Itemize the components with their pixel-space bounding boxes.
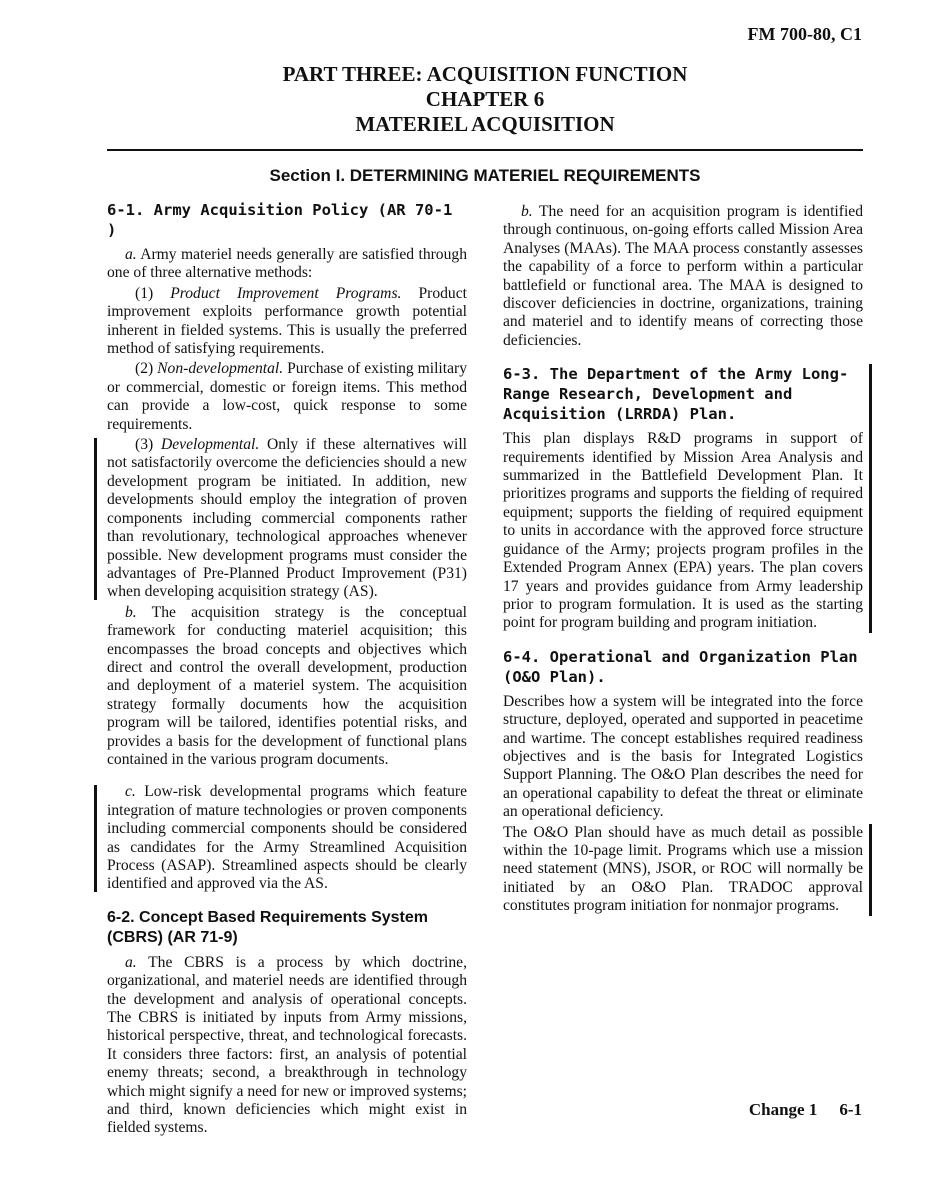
- document-id: FM 700-80, C1: [747, 24, 862, 44]
- para-6-3: This plan displays R&D programs in support of requirements identified by Mission Area Analysis and summarized in the Battlefield Development Plan. It prioritizes programs and supports the fielding of required equipment; supports the fielding of required equipment to units in accordance with the approved force structure guidance of the Army; projects program profiles in the Extended Program Annex (EPA) years. The plan covers 17 years and provides guidance from Army leadership prior to program formulation. It is used as the starting point for program building and program initiation.: [503, 430, 863, 632]
- heading-6-4: 6-4. Operational and Organization Plan (O&O Plan).: [503, 647, 858, 686]
- para-text: Purchase of existing military or commercial, domestic or foreign items. This method can provide a low-cost, quick response to some requirements.: [107, 360, 467, 433]
- part-title: PART THREE: ACQUISITION FUNCTION: [282, 62, 688, 86]
- para-text: Product improvement exploits performance growth potential inherent in fielded systems. This is usually the preferred method of satisfying requirements.: [107, 284, 467, 358]
- para-6-1-a-1: [107, 285, 467, 359]
- right-column-content: [503, 203, 863, 918]
- changed-block-3: [503, 364, 863, 632]
- para-6-4-2: The O&O Plan should have as much detail as possible within the 10-page limit. Programs which use a mission need statement (MNS), JSOR, or ROC will normally be initiated by an O&O Plan. TRADOC approval constitutes program initiation for nonmajor programs.: [503, 823, 863, 915]
- page-footer: [749, 1100, 862, 1120]
- para-number: (1): [135, 284, 171, 302]
- para-number: (3): [135, 436, 161, 454]
- chapter-title: MATERIEL ACQUISITION: [355, 112, 615, 136]
- chapter-number: CHAPTER 6: [425, 87, 545, 111]
- marker: a.: [125, 953, 137, 971]
- para-text: The CBRS is a process by which doctrine, organizational, and materiel needs are identified through the development and analysis of operational concepts. The CBRS is initiated by inputs from Army missions, historical perspective, threat, and technological forecasts. It considers three factors: first, an analysis of potential enemy threats; second, a breakthrough in technology which might signify a need for new or improved systems; and third, known deficiencies which might exist in fielded systems.: [107, 953, 467, 1137]
- para-title: Product Improvement Programs.: [170, 284, 402, 302]
- para-title: Non-developmental.: [157, 360, 284, 378]
- para-text: Only if these alternatives will not satisfactorily overcome the deficiencies should a new development program be initiated. In addition, new developments should employ the integration of proven components including commercial components rather than revolutionary, technological approaches whenever possible. New development programs must consider the advantages of Pre-Planned Product Improvement (P31) when developing acquisition strategy (AS).: [107, 436, 468, 601]
- changed-block-2: [107, 783, 467, 893]
- change-bar: [94, 785, 97, 891]
- change-bar: [869, 824, 872, 916]
- marker: c.: [125, 783, 136, 801]
- heading-6-3: 6-3. The Department of the Army Long-Range Research, Development and Acquisition (LRRDA) Plan.: [503, 365, 849, 424]
- title-rule: [107, 149, 863, 151]
- para-number: (2): [135, 360, 158, 378]
- part-title-block: [107, 62, 863, 137]
- change-bar: [94, 438, 97, 600]
- marker: b.: [521, 203, 533, 220]
- para-text: Low-risk developmental programs which feature integration of mature technologies or proven components including commercial components should be considered as candidates for the Army Streamlined Acquisition Process (ASAP). Streamlined aspects should be clearly identified and approved via the AS.: [107, 783, 467, 893]
- para-6-2-b: [503, 203, 863, 350]
- para-6-1-a: [107, 246, 467, 283]
- para-text: The need for an acquisition program is identified through continuous, on-going efforts called Mission Area Analyses (MAAs). The MAA process constantly assesses the capability of a force to perform within a particular battlefield or functional area. The MAA is designed to discover deficiencies in doctrine, organizations, training and materiel and to identify means of correcting those deficiencies.: [503, 203, 863, 349]
- para-6-1-b: [107, 604, 467, 770]
- para-6-1-a-2: [107, 360, 467, 434]
- changed-block-1: [107, 436, 467, 602]
- heading-6-1: 6-1. Army Acquisition Policy (AR 70-1 ): [107, 201, 453, 239]
- change-bar: [869, 364, 872, 632]
- page-number: 6-1: [839, 1100, 862, 1119]
- para-text: Army materiel needs generally are satisfied through one of three alternative methods:: [107, 246, 467, 282]
- marker: a.: [125, 246, 137, 263]
- marker: b.: [125, 603, 137, 621]
- para-text: The acquisition strategy is the conceptual framework for conducting materiel acquisition; this encompasses the broad concepts and objectives which direct and control the overall development, production and deployment of a materiel system. The acquisition strategy formally documents how the acquisition program will be tailored, identifies potential risks, and provides a basis for the development of functional plans contained in the various program documents.: [107, 603, 467, 768]
- section-title: Section I. DETERMINING MATERIEL REQUIREMENTS: [269, 166, 701, 185]
- left-column: [107, 200, 467, 1140]
- para-title: Developmental.: [160, 436, 260, 454]
- heading-6-2: 6-2. Concept Based Requirements System (CBRS) (AR 71-9): [107, 908, 428, 946]
- para-6-2-a: [107, 954, 467, 1138]
- changed-block-4: [503, 824, 863, 916]
- change-label: Change 1: [748, 1100, 818, 1119]
- para-6-4-1: Describes how a system will be integrated into the force structure, deployed, operated and supported in peacetime and wartime. The concept establishes required readiness objectives and is the basis for Integrated Logistics Support Planning. The O&O Plan describes the need for an operational capability to defeat the threat or eliminate an operational deficiency.: [503, 692, 863, 821]
- para-6-1-a-3: [107, 436, 467, 602]
- para-6-1-c: [107, 783, 467, 893]
